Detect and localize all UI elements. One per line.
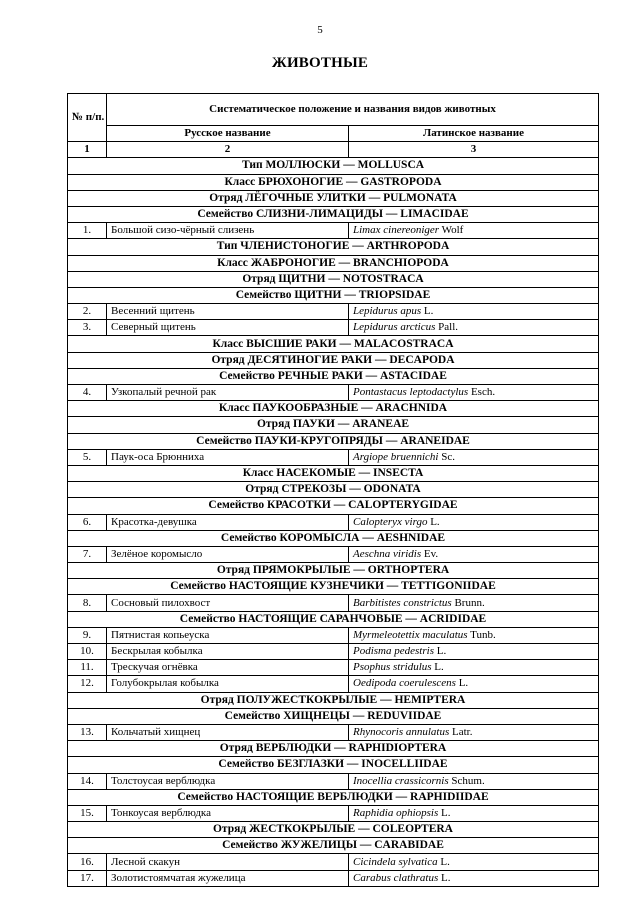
species-russian-name: Бескрылая кобылка bbox=[107, 644, 349, 660]
taxon-row bbox=[68, 838, 599, 854]
species-author: L. bbox=[458, 677, 469, 690]
taxon-row bbox=[68, 579, 599, 595]
taxon-heading: Семейство СЛИЗНИ-ЛИМАЦИДЫ — LIMACIDAE bbox=[68, 206, 599, 222]
species-latin-cell bbox=[349, 514, 599, 530]
taxon-row bbox=[68, 352, 599, 368]
species-russian-name: Кольчатый хищнец bbox=[107, 724, 349, 740]
species-row bbox=[68, 514, 599, 530]
taxon-row bbox=[68, 433, 599, 449]
column-number: 1 bbox=[68, 142, 107, 158]
column-number: 2 bbox=[107, 142, 349, 158]
header-number: № п/п. bbox=[68, 94, 107, 142]
taxon-heading: Семейство КРАСОТКИ — CALOPTERYGIDAE bbox=[68, 498, 599, 514]
species-russian-name: Зелёное коромысло bbox=[107, 546, 349, 562]
species-number: 11. bbox=[68, 660, 107, 676]
taxon-row bbox=[68, 336, 599, 352]
species-latin-cell bbox=[349, 627, 599, 643]
species-author: Sc. bbox=[441, 450, 455, 463]
taxon-heading: Семейство ЖУЖЕЛИЦЫ — CARABIDAE bbox=[68, 838, 599, 854]
species-number: 1. bbox=[68, 223, 107, 239]
species-latin-name: Cicindela sylvatica bbox=[353, 855, 438, 868]
taxon-row bbox=[68, 271, 599, 287]
species-author: L. bbox=[423, 305, 434, 318]
species-author: L. bbox=[441, 871, 451, 884]
species-latin-cell bbox=[349, 660, 599, 676]
taxon-row bbox=[68, 498, 599, 514]
species-latin-cell bbox=[349, 676, 599, 692]
species-latin-name: Pontastacus leptodactylus bbox=[353, 386, 469, 399]
species-latin-cell bbox=[349, 546, 599, 562]
taxon-heading: Класс ЖАБРОНОГИЕ — BRANCHIOPODA bbox=[68, 255, 599, 271]
taxon-row bbox=[68, 465, 599, 481]
species-row bbox=[68, 546, 599, 562]
species-author: Esch. bbox=[470, 386, 496, 399]
taxon-row bbox=[68, 757, 599, 773]
taxon-row bbox=[68, 255, 599, 271]
species-table-body bbox=[68, 94, 599, 887]
species-latin-name: Myrmeleotettix maculatus bbox=[353, 628, 468, 641]
species-number: 16. bbox=[68, 854, 107, 870]
species-russian-name: Тонкоусая верблюдка bbox=[107, 805, 349, 821]
species-latin-cell bbox=[349, 223, 599, 239]
header-latin-name: Латинское название bbox=[349, 126, 599, 142]
species-latin-name: Aeschna viridis bbox=[353, 547, 422, 560]
species-russian-name: Весенний щитень bbox=[107, 304, 349, 320]
species-row bbox=[68, 449, 599, 465]
species-latin-cell bbox=[349, 320, 599, 336]
taxon-heading: Семейство НАСТОЯЩИЕ САРАНЧОВЫЕ — ACRIDIDAE bbox=[68, 611, 599, 627]
species-number: 15. bbox=[68, 805, 107, 821]
species-author: Pall. bbox=[438, 321, 459, 334]
page-number: 5 bbox=[317, 24, 323, 36]
species-latin-name: Raphidia ophiopsis bbox=[353, 806, 439, 819]
taxon-heading: Семейство ПАУКИ-КРУГОПРЯДЫ — ARANEIDAE bbox=[68, 433, 599, 449]
taxon-heading: Отряд ПОЛУЖЕСТКОКРЫЛЫЕ — HEMIPTERA bbox=[68, 692, 599, 708]
table-header-row bbox=[68, 94, 599, 126]
species-author: L. bbox=[441, 806, 451, 819]
taxon-row bbox=[68, 206, 599, 222]
taxon-heading: Класс НАСЕКОМЫЕ — INSECTA bbox=[68, 465, 599, 481]
species-russian-name: Красотка-девушка bbox=[107, 514, 349, 530]
species-row bbox=[68, 870, 599, 886]
column-number: 3 bbox=[349, 142, 599, 158]
species-latin-cell bbox=[349, 644, 599, 660]
species-number: 2. bbox=[68, 304, 107, 320]
species-latin-cell bbox=[349, 385, 599, 401]
taxon-row bbox=[68, 239, 599, 255]
species-author: L. bbox=[440, 855, 450, 868]
species-number: 14. bbox=[68, 773, 107, 789]
species-latin-name: Calopteryx virgo bbox=[353, 515, 428, 528]
taxon-row bbox=[68, 530, 599, 546]
species-row bbox=[68, 644, 599, 660]
species-row bbox=[68, 223, 599, 239]
species-latin-name: Lepidurus apus bbox=[353, 305, 422, 318]
species-latin-cell bbox=[349, 854, 599, 870]
header-systematic: Систематическое положение и названия видов животных bbox=[107, 94, 599, 126]
taxon-heading: Семейство ЩИТНИ — TRIOPSIDAE bbox=[68, 287, 599, 303]
species-author: Tunb. bbox=[470, 628, 496, 641]
taxon-heading: Семейство КОРОМЫСЛА — AESHNIDAE bbox=[68, 530, 599, 546]
taxon-heading: Семейство РЕЧНЫЕ РАКИ — ASTACIDAE bbox=[68, 368, 599, 384]
species-latin-cell bbox=[349, 595, 599, 611]
species-latin-cell bbox=[349, 805, 599, 821]
species-row bbox=[68, 304, 599, 320]
species-russian-name: Узкопалый речной рак bbox=[107, 385, 349, 401]
taxon-row bbox=[68, 401, 599, 417]
header-russian-name: Русское название bbox=[107, 126, 349, 142]
species-russian-name: Паук-оса Брюнниха bbox=[107, 449, 349, 465]
taxon-heading: Класс ВЫСШИЕ РАКИ — MALACOSTRACA bbox=[68, 336, 599, 352]
species-author: L. bbox=[434, 661, 444, 674]
species-latin-cell bbox=[349, 449, 599, 465]
species-author: L. bbox=[436, 645, 447, 658]
species-row bbox=[68, 627, 599, 643]
species-row bbox=[68, 676, 599, 692]
species-latin-cell bbox=[349, 724, 599, 740]
species-author: Brunn. bbox=[454, 596, 485, 609]
species-row bbox=[68, 595, 599, 611]
taxon-heading: Отряд ЩИТНИ — NOTOSTRACA bbox=[68, 271, 599, 287]
species-russian-name: Большой сизо-чёрный слизень bbox=[107, 223, 349, 239]
taxon-heading: Отряд ЛЁГОЧНЫЕ УЛИТКИ — PULMONATA bbox=[68, 190, 599, 206]
taxon-row bbox=[68, 789, 599, 805]
species-number: 13. bbox=[68, 724, 107, 740]
species-russian-name: Голубокрылая кобылка bbox=[107, 676, 349, 692]
species-number: 7. bbox=[68, 546, 107, 562]
species-latin-name: Inocellia crassicornis bbox=[353, 774, 449, 787]
species-russian-name: Золотистоямчатая жужелица bbox=[107, 870, 349, 886]
taxon-heading: Отряд ДЕСЯТИНОГИЕ РАКИ — DECAPODA bbox=[68, 352, 599, 368]
taxon-row bbox=[68, 368, 599, 384]
species-number: 9. bbox=[68, 627, 107, 643]
taxon-heading: Тип ЧЛЕНИСТОНОГИЕ — ARTHROPODA bbox=[68, 239, 599, 255]
taxon-row bbox=[68, 708, 599, 724]
taxon-heading: Отряд ЖЕСТКОКРЫЛЫЕ — COLEOPTERA bbox=[68, 822, 599, 838]
species-table bbox=[67, 93, 599, 887]
taxon-heading: Отряд ВЕРБЛЮДКИ — RAPHIDIOPTERA bbox=[68, 741, 599, 757]
species-number: 8. bbox=[68, 595, 107, 611]
taxon-heading: Отряд СТРЕКОЗЫ — ODONATA bbox=[68, 482, 599, 498]
species-russian-name: Сосновый пилохвост bbox=[107, 595, 349, 611]
taxon-row bbox=[68, 190, 599, 206]
species-row bbox=[68, 660, 599, 676]
taxon-row bbox=[68, 611, 599, 627]
species-row bbox=[68, 320, 599, 336]
species-author: Latr. bbox=[452, 726, 473, 739]
species-number: 3. bbox=[68, 320, 107, 336]
taxon-heading: Отряд ПРЯМОКРЫЛЫЕ — ORTHOPTERA bbox=[68, 563, 599, 579]
species-author: Ev. bbox=[423, 547, 439, 560]
species-author: L. bbox=[430, 515, 440, 528]
species-row bbox=[68, 385, 599, 401]
species-number: 10. bbox=[68, 644, 107, 660]
species-latin-name: Oedipoda coerulescens bbox=[353, 677, 456, 690]
table-subheader-row bbox=[68, 126, 599, 142]
taxon-row bbox=[68, 741, 599, 757]
taxon-heading: Семейство БЕЗГЛАЗКИ — INOCELLIIDAE bbox=[68, 757, 599, 773]
species-latin-cell bbox=[349, 304, 599, 320]
taxon-heading: Семейство НАСТОЯЩИЕ КУЗНЕЧИКИ — TETTIGONIIDAE bbox=[68, 579, 599, 595]
column-number-row bbox=[68, 142, 599, 158]
species-row bbox=[68, 724, 599, 740]
taxon-row bbox=[68, 563, 599, 579]
species-latin-name: Carabus clathratus bbox=[353, 871, 439, 884]
species-latin-name: Psophus stridulus bbox=[353, 661, 432, 674]
species-number: 17. bbox=[68, 870, 107, 886]
species-latin-cell bbox=[349, 773, 599, 789]
species-russian-name: Трескучая огнёвка bbox=[107, 660, 349, 676]
taxon-row bbox=[68, 287, 599, 303]
species-row bbox=[68, 854, 599, 870]
species-author: Wolf bbox=[441, 224, 464, 237]
taxon-row bbox=[68, 174, 599, 190]
taxon-heading: Класс БРЮХОНОГИЕ — GASTROPODA bbox=[68, 174, 599, 190]
taxon-heading: Семейство ХИЩНЕЦЫ — REDUVIIDAE bbox=[68, 708, 599, 724]
species-row bbox=[68, 773, 599, 789]
species-author: Schum. bbox=[451, 774, 485, 787]
species-russian-name: Пятнистая копьеуска bbox=[107, 627, 349, 643]
species-row bbox=[68, 805, 599, 821]
page-title: ЖИВОТНЫЕ bbox=[271, 55, 369, 71]
taxon-row bbox=[68, 822, 599, 838]
species-number: 5. bbox=[68, 449, 107, 465]
taxon-heading: Класс ПАУКООБРАЗНЫЕ — ARACHNIDA bbox=[68, 401, 599, 417]
species-latin-cell bbox=[349, 870, 599, 886]
species-latin-name: Limax cinereoniger bbox=[353, 224, 440, 237]
species-latin-name: Barbitistes constrictus bbox=[353, 596, 452, 609]
taxon-row bbox=[68, 158, 599, 174]
taxon-heading: Семейство НАСТОЯЩИЕ ВЕРБЛЮДКИ — RAPHIDIIDAE bbox=[68, 789, 599, 805]
taxon-heading: Тип МОЛЛЮСКИ — MOLLUSCA bbox=[68, 158, 599, 174]
species-number: 6. bbox=[68, 514, 107, 530]
species-russian-name: Лесной скакун bbox=[107, 854, 349, 870]
species-latin-name: Rhynocoris annulatus bbox=[353, 726, 450, 739]
species-latin-name: Argiope bruennichi bbox=[353, 450, 439, 463]
taxon-heading: Отряд ПАУКИ — ARANEAE bbox=[68, 417, 599, 433]
taxon-row bbox=[68, 482, 599, 498]
species-number: 12. bbox=[68, 676, 107, 692]
species-russian-name: Толстоусая верблюдка bbox=[107, 773, 349, 789]
species-number: 4. bbox=[68, 385, 107, 401]
taxon-row bbox=[68, 692, 599, 708]
species-russian-name: Северный щитень bbox=[107, 320, 349, 336]
species-latin-name: Podisma pedestris bbox=[353, 645, 434, 658]
taxon-row bbox=[68, 417, 599, 433]
species-latin-name: Lepidurus arcticus bbox=[353, 321, 436, 334]
